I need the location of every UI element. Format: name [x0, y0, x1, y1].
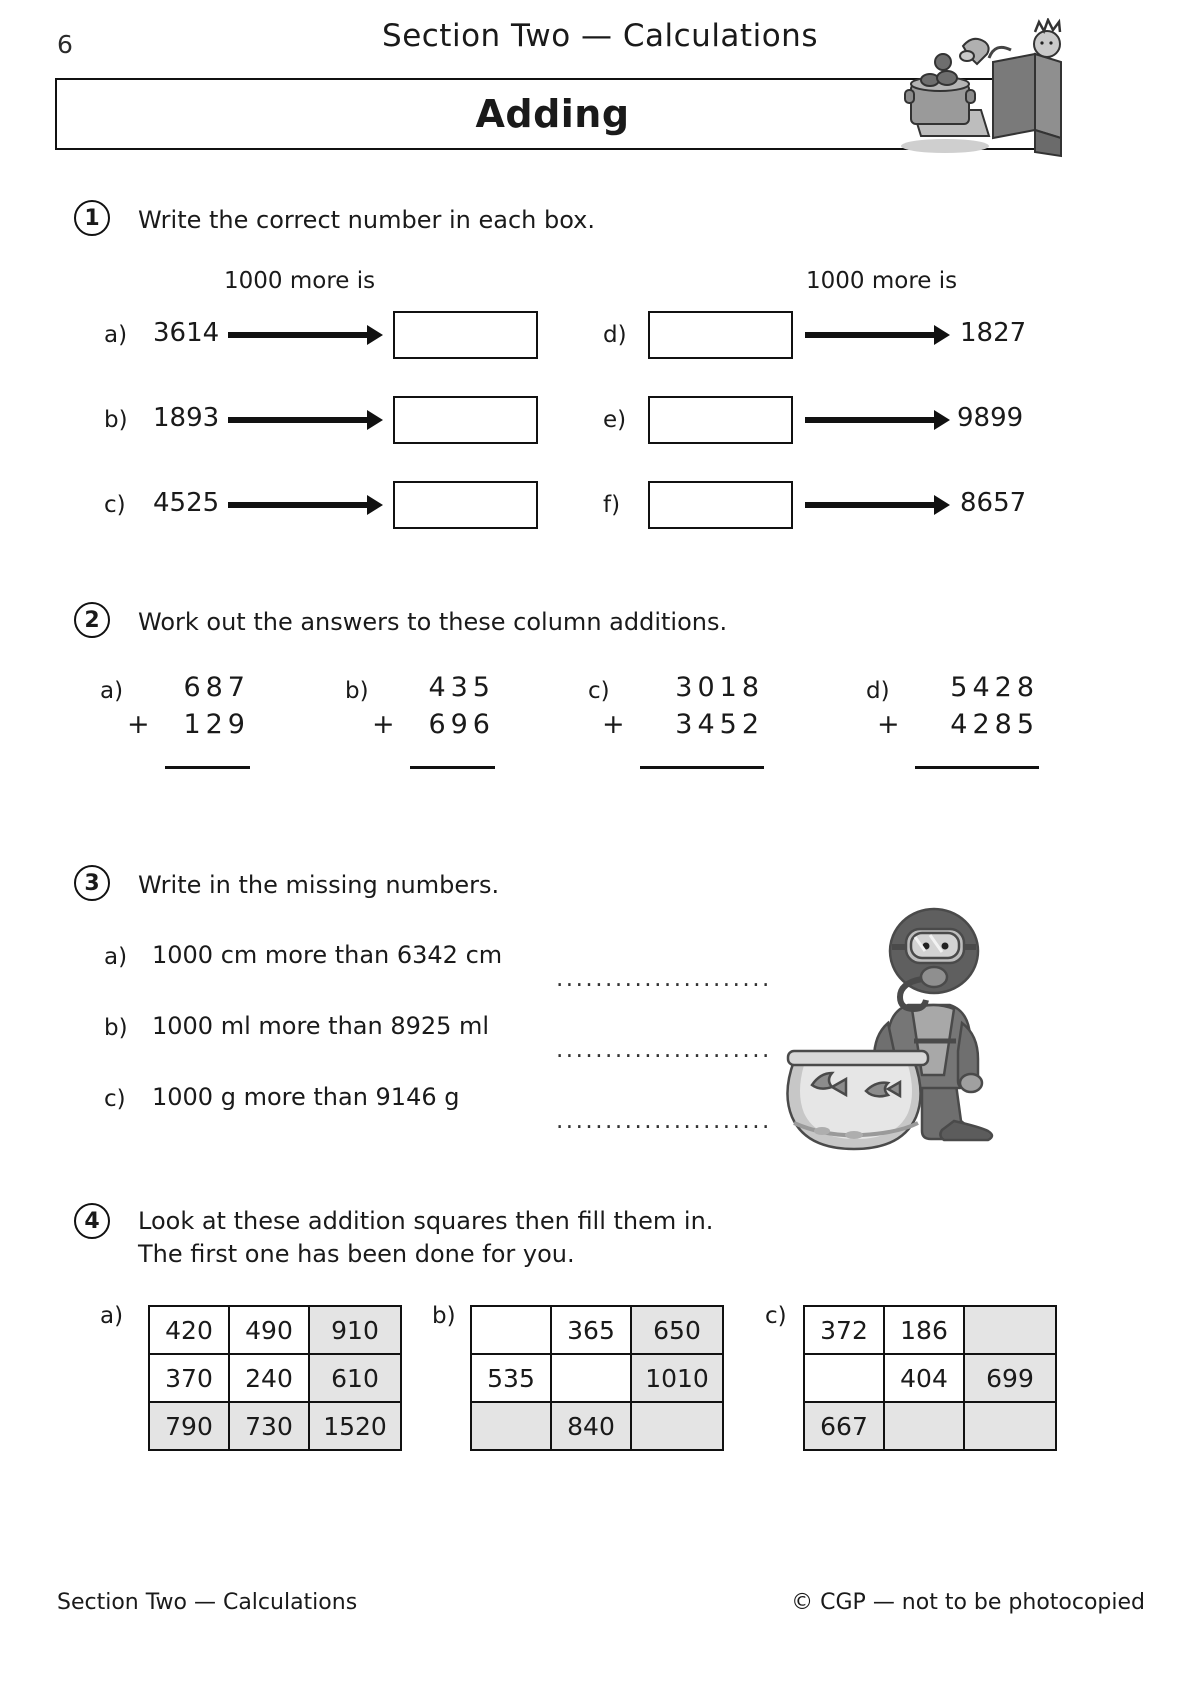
- question-3-item-c-label: c): [104, 1086, 126, 1112]
- question-3-item-c-answer-line[interactable]: ......................: [556, 1108, 772, 1134]
- footer-section-label: Section Two — Calculations: [57, 1590, 358, 1615]
- question-1-item-d-answer-box[interactable]: [648, 311, 793, 359]
- question-3-item-b-label: b): [104, 1015, 128, 1041]
- table-row: [471, 1354, 723, 1402]
- question-1-item-a-label: a): [104, 322, 128, 348]
- question-2-item-a-label: a): [100, 678, 124, 704]
- table-row: [149, 1354, 401, 1402]
- question-2-item-d-label: d): [866, 678, 890, 704]
- cell-a-2-2[interactable]: 1520: [309, 1402, 401, 1450]
- question-1-prompt: Write the correct number in each box.: [138, 206, 595, 234]
- question-number-2: 2: [74, 602, 110, 638]
- question-2-item-d-plus: +: [877, 709, 900, 740]
- cell-a-1-2[interactable]: 610: [309, 1354, 401, 1402]
- question-2-item-c[interactable]: [602, 672, 764, 769]
- addition-square-b[interactable]: [470, 1305, 724, 1451]
- question-4-square-a-label: a): [100, 1303, 124, 1329]
- question-2-item-c-bottom: 3452: [675, 709, 764, 740]
- page-number: 6: [57, 30, 73, 59]
- question-3-item-b-answer-line[interactable]: ......................: [556, 1037, 772, 1063]
- cell-a-2-0[interactable]: 790: [149, 1402, 229, 1450]
- page-title: Adding: [475, 92, 630, 136]
- table-row: [471, 1402, 723, 1450]
- question-1-hint-left: 1000 more is: [224, 268, 376, 294]
- question-2-item-d-bottom: 4285: [950, 709, 1039, 740]
- question-2-item-a-bottom: 129: [183, 709, 250, 740]
- question-2-item-a-plus: +: [127, 709, 150, 740]
- question-1-item-a-answer-box[interactable]: [393, 311, 538, 359]
- table-row: [804, 1354, 1056, 1402]
- question-3-item-a-text: 1000 cm more than 6342 cm: [152, 941, 503, 969]
- question-2-prompt: Work out the answers to these column additions.: [138, 608, 728, 636]
- cell-a-0-1[interactable]: 490: [229, 1306, 309, 1354]
- question-1-item-f-answer-box[interactable]: [648, 481, 793, 529]
- cell-c-0-1[interactable]: 186: [884, 1306, 964, 1354]
- table-row: [149, 1306, 401, 1354]
- question-2-item-c-plus: +: [602, 709, 625, 740]
- cell-b-0-1[interactable]: 365: [551, 1306, 631, 1354]
- question-3-prompt: Write in the missing numbers.: [138, 871, 500, 899]
- question-2-item-b-top: 435: [428, 672, 495, 703]
- question-2-item-b-rule: [410, 766, 495, 769]
- question-2-item-b-label: b): [345, 678, 369, 704]
- question-number-1: 1: [74, 200, 110, 236]
- table-row: [804, 1306, 1056, 1354]
- question-1-item-e-result: 9899: [957, 403, 1024, 433]
- question-2-item-d-bottom-row: [877, 709, 1039, 740]
- cell-c-1-0[interactable]: [804, 1354, 884, 1402]
- cell-b-0-2[interactable]: 650: [631, 1306, 723, 1354]
- cell-a-0-0[interactable]: 420: [149, 1306, 229, 1354]
- cell-b-1-2[interactable]: 1010: [631, 1354, 723, 1402]
- cell-a-0-2[interactable]: 910: [309, 1306, 401, 1354]
- question-1-item-b-label: b): [104, 407, 128, 433]
- question-1-hint-right: 1000 more is: [806, 268, 958, 294]
- question-1-item-a-arrow: [228, 332, 368, 338]
- question-number-3: 3: [74, 865, 110, 901]
- question-1-item-c-label: c): [104, 492, 126, 518]
- question-1-item-f-result: 8657: [960, 488, 1027, 518]
- question-3-item-a-label: a): [104, 944, 128, 970]
- cell-b-1-0[interactable]: 535: [471, 1354, 551, 1402]
- question-1-item-d-result: 1827: [960, 318, 1027, 348]
- question-4-prompt-line1: Look at these addition squares then fill them in.: [138, 1207, 714, 1235]
- cell-c-2-0[interactable]: 667: [804, 1402, 884, 1450]
- question-1-item-e-arrow: [805, 417, 935, 423]
- question-1-item-f-arrow: [805, 502, 935, 508]
- question-4-square-c-label: c): [765, 1303, 787, 1329]
- cell-c-2-2[interactable]: [964, 1402, 1056, 1450]
- question-1-item-b-arrow: [228, 417, 368, 423]
- cell-c-1-2[interactable]: 699: [964, 1354, 1056, 1402]
- question-2-item-b-plus: +: [372, 709, 395, 740]
- question-2-item-a-rule: [165, 766, 250, 769]
- cell-c-0-0[interactable]: 372: [804, 1306, 884, 1354]
- question-2-item-a-top: 687: [183, 672, 250, 703]
- question-2-item-a[interactable]: [127, 672, 250, 769]
- question-1-item-c-answer-box[interactable]: [393, 481, 538, 529]
- question-2-item-c-top: 3018: [675, 672, 764, 703]
- question-2-item-c-bottom-row: [602, 709, 764, 740]
- question-3-item-c-text: 1000 g more than 9146 g: [152, 1083, 460, 1111]
- question-1-item-d-label: d): [603, 322, 627, 348]
- cell-b-0-0[interactable]: [471, 1306, 551, 1354]
- question-3-item-a-answer-line[interactable]: ......................: [556, 966, 772, 992]
- footer-copyright: © CGP — not to be photocopied: [791, 1590, 1145, 1615]
- question-2-item-b-bottom: 696: [428, 709, 495, 740]
- question-1-item-b-answer-box[interactable]: [393, 396, 538, 444]
- table-row: [471, 1306, 723, 1354]
- cell-b-2-1[interactable]: 840: [551, 1402, 631, 1450]
- question-4-prompt-line2: The first one has been done for you.: [138, 1240, 575, 1268]
- question-2-item-b[interactable]: [372, 672, 495, 769]
- table-row: [804, 1402, 1056, 1450]
- question-1-item-c-arrow: [228, 502, 368, 508]
- cell-c-2-1[interactable]: [884, 1402, 964, 1450]
- cell-a-1-0[interactable]: 370: [149, 1354, 229, 1402]
- question-2-item-a-bottom-row: [127, 709, 250, 740]
- question-2-item-b-bottom-row: [372, 709, 495, 740]
- question-2-item-c-rule: [640, 766, 764, 769]
- section-heading: Section Two — Calculations: [382, 18, 818, 54]
- question-1-item-d-arrow: [805, 332, 935, 338]
- cell-a-1-1[interactable]: 240: [229, 1354, 309, 1402]
- question-1-item-e-answer-box[interactable]: [648, 396, 793, 444]
- cell-b-2-0[interactable]: [471, 1402, 551, 1450]
- question-1-item-b-start: 1893: [153, 403, 220, 433]
- cell-b-2-2[interactable]: [631, 1402, 723, 1450]
- question-2-item-d[interactable]: [877, 672, 1039, 769]
- addition-square-c[interactable]: [803, 1305, 1057, 1451]
- cell-b-1-1[interactable]: [551, 1354, 631, 1402]
- cell-c-1-1[interactable]: 404: [884, 1354, 964, 1402]
- worksheet-title-bar: [55, 78, 1050, 150]
- question-1-item-a-start: 3614: [153, 318, 220, 348]
- question-number-4: 4: [74, 1203, 110, 1239]
- question-4-square-b-label: b): [432, 1303, 456, 1329]
- table-row: [149, 1402, 401, 1450]
- cell-c-0-2[interactable]: [964, 1306, 1056, 1354]
- cell-a-2-1[interactable]: 730: [229, 1402, 309, 1450]
- addition-square-a[interactable]: [148, 1305, 402, 1451]
- question-1-item-e-label: e): [603, 407, 627, 433]
- question-2-item-d-rule: [915, 766, 1039, 769]
- scuba-diver-fishbowl-icon: [782, 885, 1032, 1155]
- question-1-item-c-start: 4525: [153, 488, 220, 518]
- question-3-item-b-text: 1000 ml more than 8925 ml: [152, 1012, 490, 1040]
- question-2-item-d-top: 5428: [950, 672, 1039, 703]
- question-2-item-c-label: c): [588, 678, 610, 704]
- question-1-item-f-label: f): [603, 492, 621, 518]
